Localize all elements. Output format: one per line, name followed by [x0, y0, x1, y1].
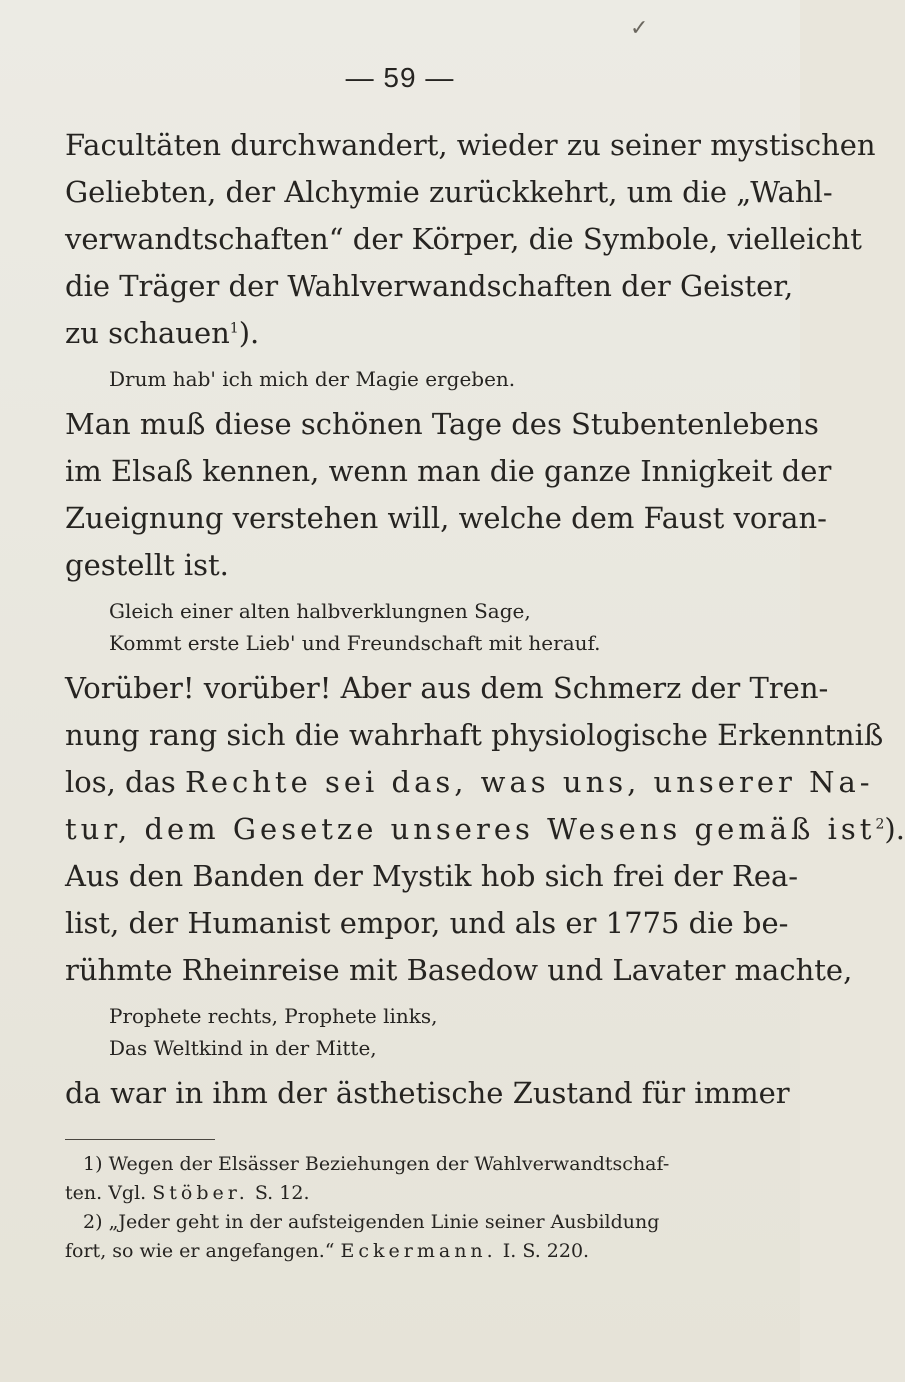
footnote-marker: 2): [83, 1211, 103, 1233]
verse-quote-line: Prophete rechts, Prophete links,: [109, 1004, 438, 1028]
emphasized-text: Rechte sei das, was uns, unserer Na-: [185, 765, 874, 799]
text-line: gestellt ist.: [65, 548, 229, 582]
text-fragment: ).: [884, 812, 905, 846]
text-fragment: ten. Vgl.: [65, 1182, 147, 1204]
page-number: — 59 —: [345, 62, 455, 93]
emphasized-text: Stöber.: [152, 1182, 249, 1204]
pencil-checkmark: ✓: [630, 16, 649, 41]
text-fragment: fort, so wie er angefangen.“: [65, 1240, 335, 1262]
text-line: da war in ihm der ästhetische Zustand für immer: [65, 1076, 790, 1110]
text-line: [65, 806, 905, 853]
text-line: [65, 759, 874, 806]
footnote: [65, 1208, 745, 1237]
text-line: verwandtschaften“ der Körper, die Symbole, vielleicht: [65, 222, 862, 256]
text-line: rühmte Rheinreise mit Basedow und Lavater machte,: [65, 953, 853, 987]
verse-quote-line: Das Weltkind in der Mitte,: [109, 1036, 377, 1060]
footnote-text: „Jeder geht in der aufsteigenden Linie seiner Ausbildung: [108, 1211, 660, 1233]
text-fragment: zu schauen: [65, 316, 230, 350]
text-line: Man muß diese schönen Tage des Stubentenlebens: [65, 407, 819, 441]
text-line: nung rang sich die wahrhaft physiologische Erkenntniß: [65, 718, 884, 752]
text-fragment: los, das: [65, 765, 176, 799]
footnote-divider: [65, 1139, 215, 1140]
text-line: die Träger der Wahlverwandschaften der Geister,: [65, 269, 794, 303]
footnote-text: Wegen der Elsässer Beziehungen der Wahlverwandtschaf-: [108, 1153, 670, 1175]
text-line: [65, 310, 745, 357]
footnote-continuation: [65, 1179, 745, 1208]
verse-quote-line: Gleich einer alten halbverklungnen Sage,: [109, 599, 531, 623]
footnote-ref: 1: [229, 320, 239, 337]
verse-quote-line: Kommt erste Lieb' und Freundschaft mit herauf.: [109, 631, 601, 655]
text-line: Zueignung verstehen will, welche dem Faust voran-: [65, 501, 827, 535]
text-fragment: I. S. 220.: [502, 1240, 590, 1262]
text-line: list, der Humanist empor, und als er 1775 die be-: [65, 906, 789, 940]
footnote: [65, 1150, 745, 1179]
text-line: im Elsaß kennen, wenn man die ganze Innigkeit der: [65, 454, 832, 488]
emphasized-text: tur, dem Gesetze unseres Wesens gemäß ist: [65, 812, 876, 846]
footnote-ref: 2: [875, 816, 885, 833]
text-line: Facultäten durchwandert, wieder zu seiner mystischen: [65, 128, 876, 162]
verse-quote-line: Drum hab' ich mich der Magie ergeben.: [109, 367, 516, 391]
text-fragment: ).: [238, 316, 260, 350]
page-body: [65, 122, 905, 1266]
emphasized-text: Eckermann.: [340, 1240, 497, 1262]
footnote-marker: 1): [83, 1153, 103, 1175]
text-line: Geliebten, der Alchymie zurückkehrt, um die „Wahl-: [65, 175, 833, 209]
footnote-continuation: [65, 1237, 745, 1266]
text-line: Vorüber! vorüber! Aber aus dem Schmerz der Tren-: [65, 671, 829, 705]
text-fragment: S. 12.: [254, 1182, 310, 1204]
text-line: Aus den Banden der Mystik hob sich frei der Rea-: [65, 859, 799, 893]
